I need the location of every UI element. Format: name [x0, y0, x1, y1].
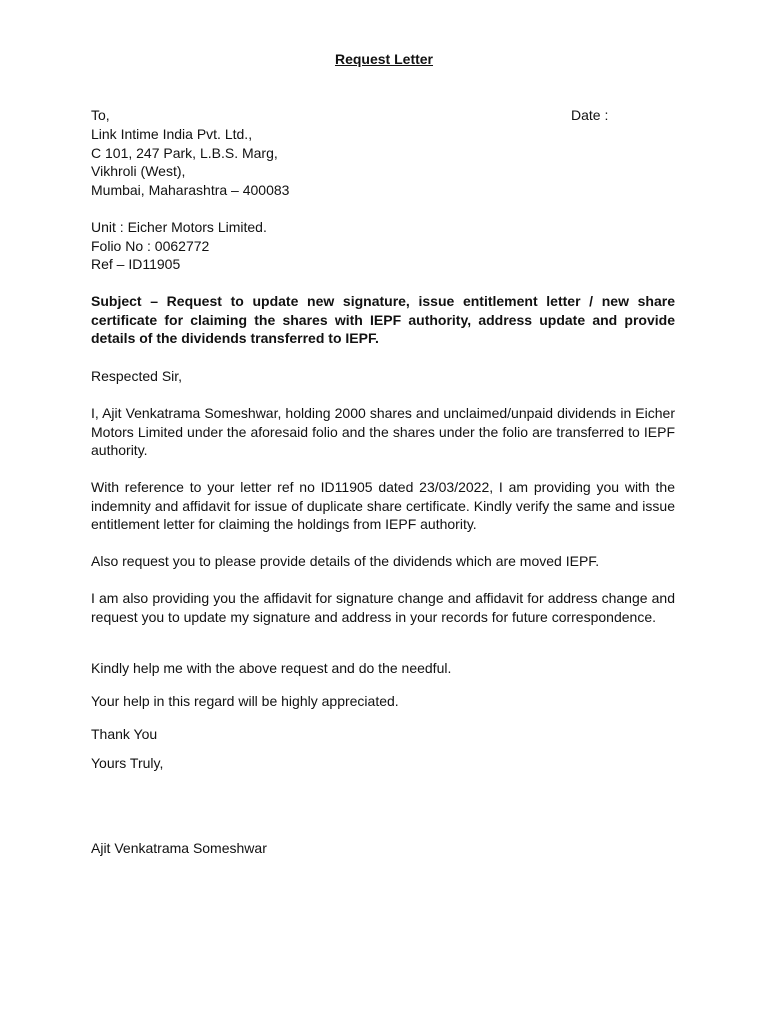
- body-paragraph: Also request you to please provide details of the dividends which are moved IEPF.: [91, 553, 600, 569]
- salutation: Respected Sir,: [91, 368, 183, 384]
- signature-name: Ajit Venkatrama Someshwar: [91, 840, 267, 856]
- subject-line: Subject – Request to update new signature, issue entitlement letter / new share certificate for claiming the shares with IEPF authority, address update and provide details of the dividends transferred to IEPF.: [91, 293, 675, 346]
- address-line: C 101, 247 Park, L.B.S. Marg,: [91, 144, 278, 161]
- body-paragraph: With reference to your letter ref no ID11905 dated 23/03/2022, I am providing you with the indemnity and affidavit for issue of duplicate share certificate. Kindly verify the same and issue entitlement letter for claiming the holdings from IEPF authority.: [91, 479, 675, 532]
- to-label: To,: [91, 107, 110, 123]
- body-paragraph: I, Ajit Venkatrama Someshwar, holding 2000 shares and unclaimed/unpaid dividends in Eicher Motors Limited under the aforesaid folio and the shares under the folio are transferred to IEPF authority.: [91, 405, 675, 458]
- unit-line: Unit : Eicher Motors Limited.: [91, 219, 267, 235]
- folio-line: Folio No : 0062772: [91, 237, 210, 254]
- address-line: Mumbai, Maharashtra – 400083: [91, 181, 290, 198]
- ref-line: Ref – ID11905: [91, 256, 181, 272]
- thank-you-line: Thank You: [91, 726, 158, 742]
- letter-title: Request Letter: [334, 51, 434, 67]
- body-paragraph: Kindly help me with the above request and do the needful.: [91, 660, 452, 676]
- recipient-address: [91, 125, 675, 199]
- date-label: Date :: [571, 107, 609, 123]
- reference-details: [91, 218, 675, 274]
- closing-line: Yours Truly,: [91, 755, 164, 771]
- body-paragraph: I am also providing you the affidavit for signature change and affidavit for address change and request you to update my signature and address in your records for future correspondence.: [91, 590, 675, 625]
- address-line: Link Intime India Pvt. Ltd.,: [91, 126, 253, 142]
- body-paragraph: Your help in this regard will be highly appreciated.: [91, 693, 399, 709]
- address-line: Vikhroli (West),: [91, 163, 186, 179]
